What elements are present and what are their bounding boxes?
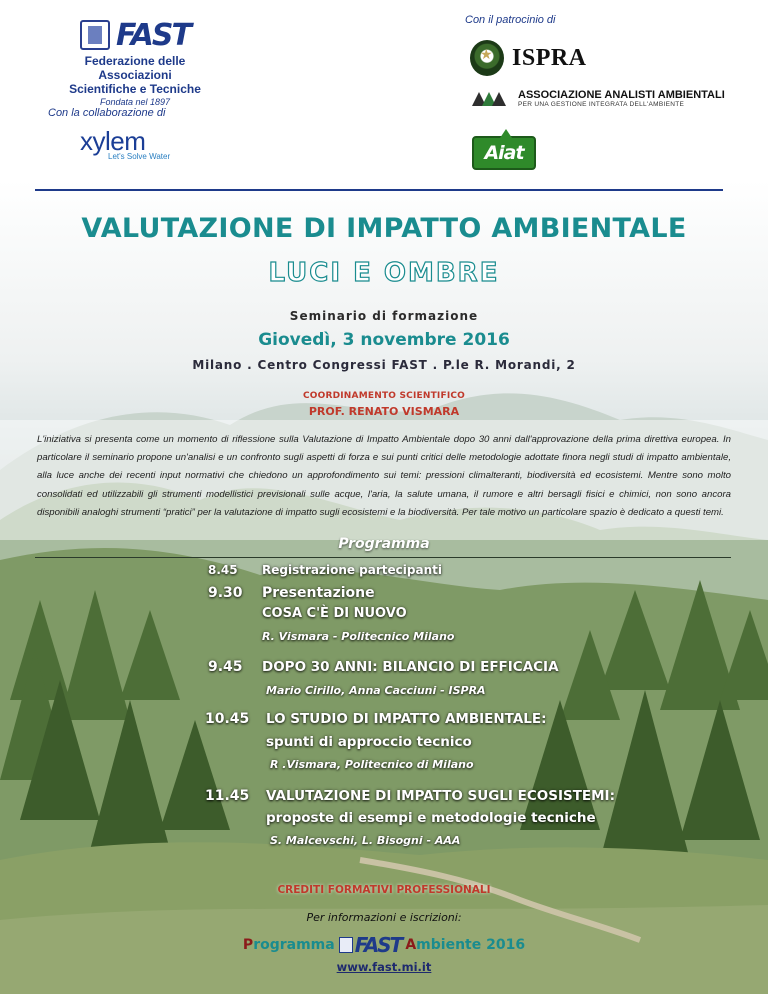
programma-ambiente-brand xyxy=(0,934,768,956)
programme-speaker: Mario Cirillo, Anna Cacciuni - ISPRA xyxy=(266,684,486,697)
programme-item-title: Presentazione xyxy=(262,585,375,601)
aiat-wordmark: Aiat xyxy=(484,142,524,164)
programme-time: 9.45 xyxy=(208,659,243,675)
event-type: Seminario di formazione xyxy=(289,309,479,323)
italian-emblem-icon xyxy=(470,40,504,76)
programme-title: Programma xyxy=(338,536,430,552)
patronage-label: Con il patrocinio di xyxy=(465,14,556,26)
programme-time: 8.45 xyxy=(208,563,238,577)
coordination-label: COORDINAMENTO SCIENTIFICO xyxy=(302,391,466,401)
xylem-wordmark: xylem xyxy=(80,126,146,156)
programme-item-title: DOPO 30 ANNI: BILANCIO DI EFFICACIA xyxy=(262,659,559,675)
mini-fast-logo xyxy=(339,934,402,956)
fast-seal-icon xyxy=(339,937,353,953)
brand-programma: Programma xyxy=(242,937,335,953)
programme-time: 10.45 xyxy=(205,711,250,727)
programme-item-title: LO STUDIO DI IMPATTO AMBIENTALE: xyxy=(266,711,547,727)
fast-seal-icon xyxy=(80,20,110,50)
event-venue: Milano . Centro Congressi FAST . P.le R. Morandi, 2 xyxy=(192,358,576,372)
credits-label: CREDITI FORMATIVI PROFESSIONALI xyxy=(277,884,491,896)
fast-founded: Fondata nel 1897 xyxy=(99,97,171,107)
programme-time: 9.30 xyxy=(208,585,243,601)
programme-item-subtitle: proposte di esempi e metodologie tecniche xyxy=(266,810,596,826)
mini-fast-wordmark: FAST xyxy=(354,933,402,957)
aiat-logo xyxy=(472,136,536,170)
header-divider xyxy=(35,189,723,191)
coordinator-name: PROF. RENATO VISMARA xyxy=(308,405,460,418)
ispra-logo xyxy=(470,40,587,76)
programme-speaker: R. Vismara - Politecnico Milano xyxy=(262,630,455,643)
event-date: Giovedì, 3 novembre 2016 xyxy=(258,330,510,350)
aaa-tagline: PER UNA GESTIONE INTEGRATA DELL'AMBIENTE xyxy=(518,101,685,108)
intro-paragraph: L'iniziativa si presenta come un momento di riflessione sulla Valutazione di Impatto Ambientale dopo 30 anni dall'approvazione della prima direttiva europea. In particolare il seminario propone un'analisi e un confronto sugli aspetti di forza e sui punti critici delle metodologie adottate finora negli studi di impatto ambientale, alla luce anche dei recenti input normativi che chiedono un approfondimento sui temi: pressioni climalteranti, biodiversità ed ecosistemi. Mentre sono molto consolidati ed utilizzabili gli strumenti modellistici previsionali sulle acque, l'aria, la salute umana, il rumore e altri bersagli fisici e chimici, non sono ancora disponibili analoghi strumenti “pratici” per la valutazione di impatto sugli ecosistemi e la biodiversità. Per tale motivo un particolare spazio è dedicato a questi temi. xyxy=(37,434,731,518)
event-title: VALUTAZIONE DI IMPATTO AMBIENTALE xyxy=(81,213,687,244)
aaa-name: ASSOCIAZIONE ANALISTI AMBIENTALI xyxy=(518,89,725,101)
xylem-logo xyxy=(80,128,180,161)
programme-speaker: S. Malcevschi, L. Bisogni - AAA xyxy=(270,834,461,847)
brand-ambiente: Ambiente 2016 xyxy=(405,937,526,953)
programme-time: 11.45 xyxy=(205,788,250,804)
fast-mark xyxy=(60,18,210,52)
programme-item-subtitle: spunti di approccio tecnico xyxy=(266,734,472,750)
programme-item-subtitle: COSA C'È DI NUOVO xyxy=(262,606,407,621)
programme-speaker: R .Vismara, Politecnico di Milano xyxy=(270,758,474,771)
programme-divider xyxy=(35,557,731,558)
programme-item-title: VALUTAZIONE DI IMPATTO SUGLI ECOSISTEMI: xyxy=(266,788,615,804)
aaa-mark-icon xyxy=(472,88,506,110)
event-subtitle: LUCI E OMBRE xyxy=(268,258,500,288)
fast-wordmark: FAST xyxy=(116,17,190,53)
website-link[interactable]: www.fast.mi.it xyxy=(336,960,432,974)
ispra-wordmark: ISPRA xyxy=(512,44,587,71)
fast-logo xyxy=(60,18,210,108)
info-label: Per informazioni e iscrizioni: xyxy=(306,911,462,924)
programme-item-title: Registrazione partecipanti xyxy=(262,563,442,577)
fast-name-line1: Federazione delle Associazioni xyxy=(84,54,186,82)
collaboration-label: Con la collaborazione di xyxy=(48,107,166,119)
xylem-tagline: Let's Solve Water xyxy=(108,152,171,161)
aaa-logo xyxy=(472,88,725,110)
fast-name-line2: Scientifiche e Tecniche xyxy=(69,82,201,96)
